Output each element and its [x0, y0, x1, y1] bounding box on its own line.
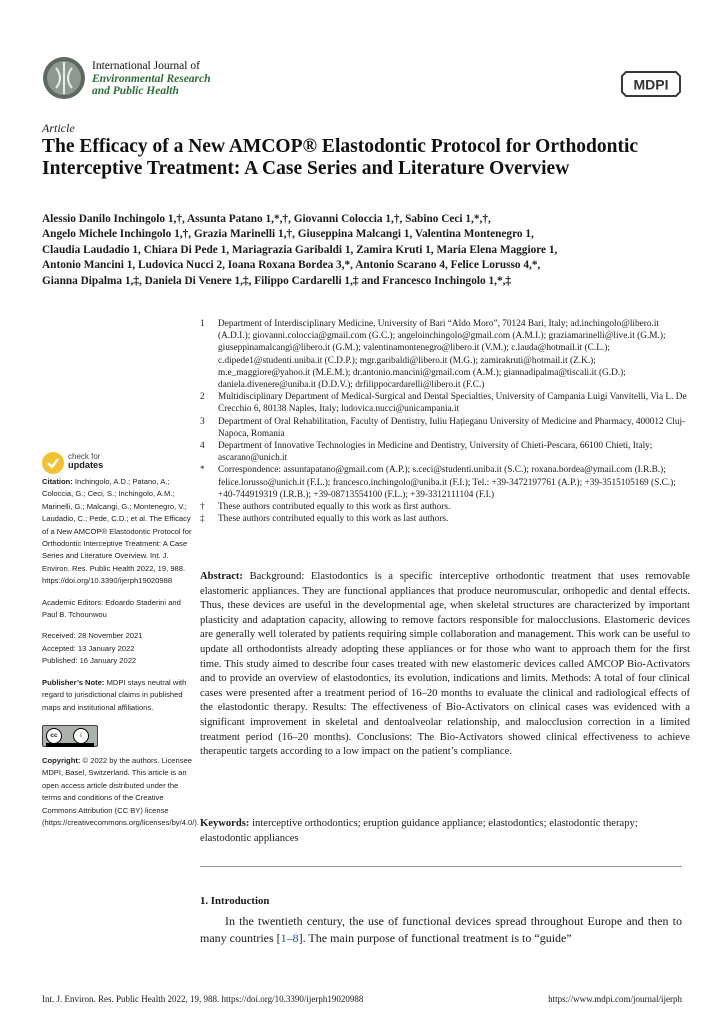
mdpi-logo[interactable]	[620, 70, 682, 98]
affiliations	[200, 318, 690, 525]
accepted-date: Accepted: 13 January 2022	[42, 643, 135, 653]
published-date: Published: 16 January 2022	[42, 656, 137, 666]
citation-link[interactable]: 1–8	[280, 931, 299, 945]
divider	[200, 866, 682, 867]
equal-contribution-note: † These authors contributed equally to this work as first authors.	[200, 502, 451, 513]
cc-by-license-icon[interactable]: cc i	[42, 725, 98, 747]
article-title: The Efficacy of a New AMCOP® Elastodontic Protocol for Orthodontic Interceptive Treatment: A Case Series and Literature Overview	[42, 136, 639, 179]
author-line: Antonio Mancini 1, Ludovica Nucci 2, Ioana Roxana Bordea 3,*, Antonio Scarano 4, Felice Lorusso 4,*,	[42, 259, 541, 272]
footer-citation: Int. J. Environ. Res. Public Health 2022, 19, 988. https://doi.org/10.3390/ijerph19020988	[42, 994, 364, 1004]
citation: Citation: Inchingolo, A.D.; Patano, A.; Coloccia, G.; Ceci, S.; Inchingolo, A.M.; Marinelli, G.; Malcangi, G.; Montenegro, V.; Laudadio, C.; Pede, C.D.; et al. The Efficacy of a New AMCOP® Elastodontic Protocol for Orthodontic Interceptive Treatment: A Case Series and Literature Overview. Int. J. Environ. Res. Public Health 2022, 19, 988. https://doi.org/10.3390/ijerph19020988	[42, 477, 192, 586]
affiliation-item: 4 Department of Innovative Technologies in Medicine and Dentistry, University of Chieti-Pescara, 66100 Chieti, Italy; ascarano@unich.it	[200, 441, 653, 464]
abstract: Abstract: Background: Elastodontics is a specific interceptive orthodontic treatment that uses removable elastomeric appliances. They are functional appliances that produce neuromuscular, orthopedic and dental effects. Thus, these devices are useful in the developmental age, when skeletal structures are characterized by important plasticity and adaptation capacity, allowing to remove factors responsible for malocclusions. Elastomeric devices are generally well tolerated by patients requiring simple collaboration and management. This work can be useful to update all orthodontists already adopting these appliances or for those who want to approach them for the first time. This study aimed to describe four cases treated with new elastomeric devices called AMCOP Bio-Activators and to provide an overview of elastodontics, its evolution, indications and limits. Methods: A total of four clinical cases were presented after a treatment period of 16–20 months to evaluate the clinical and radiological effects of the elastodontic therapy. Results: The effectiveness of Bio-Activators on clinical cases was evidenced with a significant improvement in skeletal and dentoalveolar relationship, and malocclusion correction in a limited treatment period (16–20 months). Conclusions: The Bio-Activators showed clinical effectiveness to achieve therapeutic targets according to a low impact on the patient’s compliance.	[200, 571, 690, 758]
copyright: Copyright: © 2022 by the authors. Licensee MDPI, Basel, Switzerland. This article is an open access article distributed under the terms and conditions of the Creative Commons Attribution (CC BY) license (https://creativecommons.org/licenses/by/4.0/).	[42, 755, 199, 827]
journal-logo	[42, 56, 86, 100]
check-for-updates-link[interactable]: check for updates	[68, 452, 104, 470]
author-line: Gianna Dipalma 1,‡, Daniela Di Venere 1,‡, Filippo Cardarelli 1,‡ and Francesco Inchingolo 1,*,‡	[42, 274, 512, 287]
intro-paragraph: In the twentieth century, the use of functional devices spread throughout Europe and then to many countries [1–8]. The main purpose of functional treatment is to “guide”	[200, 914, 683, 945]
journal-name	[92, 60, 352, 98]
author-list	[42, 212, 690, 289]
keywords: Keywords: interceptive orthodontics; eruption guidance appliance; elastodontics; elastodontic therapy; elastodontic appliances	[200, 818, 638, 844]
affiliation-item: 1 Department of Interdisciplinary Medicine, University of Bari “Aldo Moro”, 70124 Bari, Italy; ad.inchingolo@libero.it (A.D.I.); giovanni.coloccia@gmail.com (G.C.); angeloinchingolo@gmail.com (A.M.I.); graziamarinelli@live.it (G.M.); giuseppinamalcangi@libero.it (G.M.); valentinamontenegro@libero.it (V.M.); c.lauda@hotmail.it (C.L.); c.dipede1@studenti.uniba.it (C.D.P.); mgr.garibaldi@libero.it (M.G.); zamirakruti@hotmail.it (Z.K.); m.e_maggiore@yahoo.it (M.E.M.); dr.antonio.mancini@gmail.com (A.M.); giannadipalma@tiscali.it (G.D.); daniela.divenere@uniba.it (D.D.V.); drfilippocardarelli@libero.it (F.C.)	[200, 319, 666, 391]
section-heading: 1. Introduction	[200, 895, 270, 907]
author-line: Claudia Laudadio 1, Chiara Di Pede 1, Mariagrazia Garibaldi 1, Zamira Kruti 1, Maria Elena Maggiore 1,	[42, 243, 558, 256]
footer-journal-url[interactable]: https://www.mdpi.com/journal/ijerph	[548, 994, 682, 1004]
journal-line1: International Journal of	[92, 60, 200, 72]
journal-line3: and Public Health	[92, 85, 179, 97]
journal-line2: Environmental Research	[92, 72, 211, 85]
sidebar	[42, 476, 199, 829]
equal-contribution-note: ‡ These authors contributed equally to this work as last authors.	[200, 514, 449, 525]
author-line: Angelo Michele Inchingolo 1,†, Grazia Marinelli 1,†, Giuseppina Malcangi 1, Valentina Montenegro 1,	[42, 228, 534, 241]
check-for-updates-icon[interactable]	[42, 452, 64, 474]
publisher-name: MDPI	[633, 76, 669, 93]
affiliation-item: 2 Multidisciplinary Department of Medical-Surgical and Dental Specialties, University of Campania Luigi Vanvitelli, Via L. De Crecchio 6, 80138 Naples, Italy; ludovica.nucci@unicampania.it	[200, 392, 687, 415]
article-type: Article	[42, 121, 75, 135]
correspondence: * Correspondence: assuntapatano@gmail.com (A.P.); s.ceci@studenti.uniba.it (S.C.); roxana.bordea@ymail.com (I.R.B.); felice.lorusso@unich.it (F.L.); francesco.inchingolo@uniba.it (F.I.); Tel.: +39-3472197761 (A.P.); +39-3515105169 (S.C.); +40-744919319 (I.R.B.); +39-08713554100 (F.L.); +39-3312111104 (F.I.)	[200, 465, 676, 500]
affiliation-item: 3 Department of Oral Rehabilitation, Faculty of Dentistry, Iuliu Hațieganu University of Medicine and Pharmacy, 400012 Cluj-Napoca, Romania	[200, 416, 686, 439]
academic-editors: Academic Editors: Edoardo Staderini and Paul B. Tchounwou	[42, 597, 181, 620]
publisher-note: Publisher’s Note: MDPI stays neutral with regard to jurisdictional claims in published maps and institutional affiliations.	[42, 677, 187, 712]
received-date: Received: 28 November 2021	[42, 631, 143, 641]
author-line: Alessio Danilo Inchingolo 1,†, Assunta Patano 1,*,†, Giovanni Coloccia 1,†, Sabino Ceci 1,*,†,	[42, 213, 491, 225]
